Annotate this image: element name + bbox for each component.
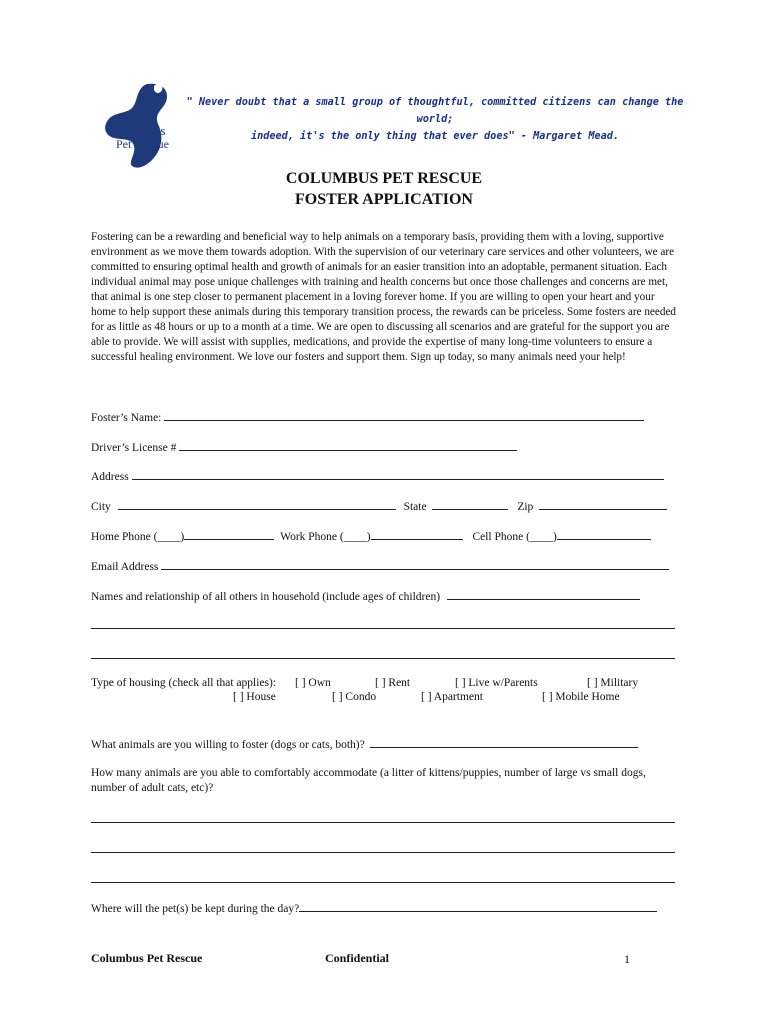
zip-label: Zip (517, 501, 534, 513)
housing-option-military[interactable]: [ ] Military (587, 677, 639, 689)
state-label: State (403, 501, 427, 513)
where-kept-label: Where will the pet(s) be kept during the day? (91, 903, 300, 915)
household-field[interactable] (447, 588, 640, 600)
intro-paragraph: Fostering can be a rewarding and beneficial way to help animals on a temporary basis, providing them with a loving, supportive environment as we move them towards adoption. With the supervision of our veterinary care services and other volunteers, we are committed to ensuring optimal health and growth of animals for an easier transition into an adoptable, permanent situation. Each individual animal may pose unique challenges with training and health concerns but once those challenges and concerns are met, that animal is one step closer to permanent placement in a loving forever home. If you are willing to open your heart and your home to help support these animals during this temporary transition process, the rewards can be priceless. Some fosters are needed for as little as 48 hours or up to a month at a time. We are open to discussing all scenarios and are grateful for the support you are able to provide. We will assist with supplies, medications, and provide the expertise of many long-time volunteers to ensure a successful healing environment. We love our fosters and support them. Sign up today, so many animals need your help! (91, 231, 677, 363)
logo-text-pet-rescue: Pet Rescue (116, 137, 169, 151)
where-kept-row (91, 900, 657, 915)
cell-phone-label: Cell Phone (____) (472, 531, 557, 543)
foster-name-field[interactable] (164, 409, 644, 421)
household-row (91, 588, 640, 603)
city-label: City (91, 501, 111, 513)
housing-option-own[interactable]: [ ] Own (295, 677, 331, 689)
housing-option-live-with-parents[interactable]: [ ] Live w/Parents (455, 677, 538, 689)
cell-phone-field[interactable] (557, 528, 651, 540)
how-many-line-1[interactable] (91, 822, 675, 823)
household-label: Names and relationship of all others in household (include ages of children) (91, 591, 441, 603)
animals-answer-field[interactable] (370, 736, 638, 748)
how-many-line-3[interactable] (91, 882, 675, 883)
household-line-3[interactable] (91, 658, 675, 659)
how-many-question: How many animals are you able to comfortably accommodate (a litter of kittens/puppies, number of large vs small dogs, number of adult cats, etc)? (91, 767, 646, 794)
work-phone-label: Work Phone (____) (280, 531, 371, 543)
home-phone-label: Home Phone (____) (91, 531, 185, 543)
footer-organization: Columbus Pet Rescue (91, 951, 203, 965)
quote-line-1: " Never doubt that a small group of thoughtful, committed citizens can change the world; (186, 97, 684, 125)
animals-question-label: What animals are you willing to foster (dogs or cats, both)? (91, 739, 365, 751)
address-row (91, 468, 664, 483)
drivers-license-label: Driver’s License # (91, 442, 177, 454)
page-number: 1 (624, 952, 630, 966)
home-phone-field[interactable] (184, 528, 274, 540)
zip-field[interactable] (539, 498, 667, 510)
email-label: Email Address (91, 561, 159, 573)
state-field[interactable] (432, 498, 508, 510)
margaret-mead-quote (180, 94, 690, 145)
housing-option-mobile-home[interactable]: [ ] Mobile Home (542, 691, 620, 703)
work-phone-field[interactable] (371, 528, 463, 540)
quote-line-2: indeed, it's the only thing that ever does" - Margaret Mead. (250, 131, 619, 142)
email-field[interactable] (161, 558, 669, 570)
form-title: FOSTER APPLICATION (295, 191, 473, 208)
footer-confidential: Confidential (325, 951, 390, 965)
animals-question-row (91, 736, 638, 751)
email-row (91, 558, 669, 573)
housing-option-house[interactable]: [ ] House (233, 691, 276, 703)
city-state-zip-row (91, 498, 667, 513)
how-many-line-2[interactable] (91, 852, 675, 853)
logo-text-columbus: Columbus (112, 123, 166, 138)
drivers-license-field[interactable] (179, 439, 517, 451)
housing-option-apartment[interactable]: [ ] Apartment (421, 691, 483, 703)
city-field[interactable] (118, 498, 396, 510)
drivers-license-row (91, 439, 517, 454)
where-kept-field[interactable] (299, 900, 657, 912)
organization-title: COLUMBUS PET RESCUE (285, 170, 483, 187)
address-label: Address (91, 471, 129, 483)
foster-name-label: Foster’s Name: (91, 412, 162, 424)
household-line-2[interactable] (91, 628, 675, 629)
phones-row (91, 528, 651, 543)
address-field[interactable] (132, 468, 664, 480)
housing-option-condo[interactable]: [ ] Condo (332, 691, 377, 703)
housing-label: Type of housing (check all that applies): (91, 677, 277, 689)
housing-option-rent[interactable]: [ ] Rent (375, 677, 411, 689)
foster-name-row (91, 409, 644, 424)
